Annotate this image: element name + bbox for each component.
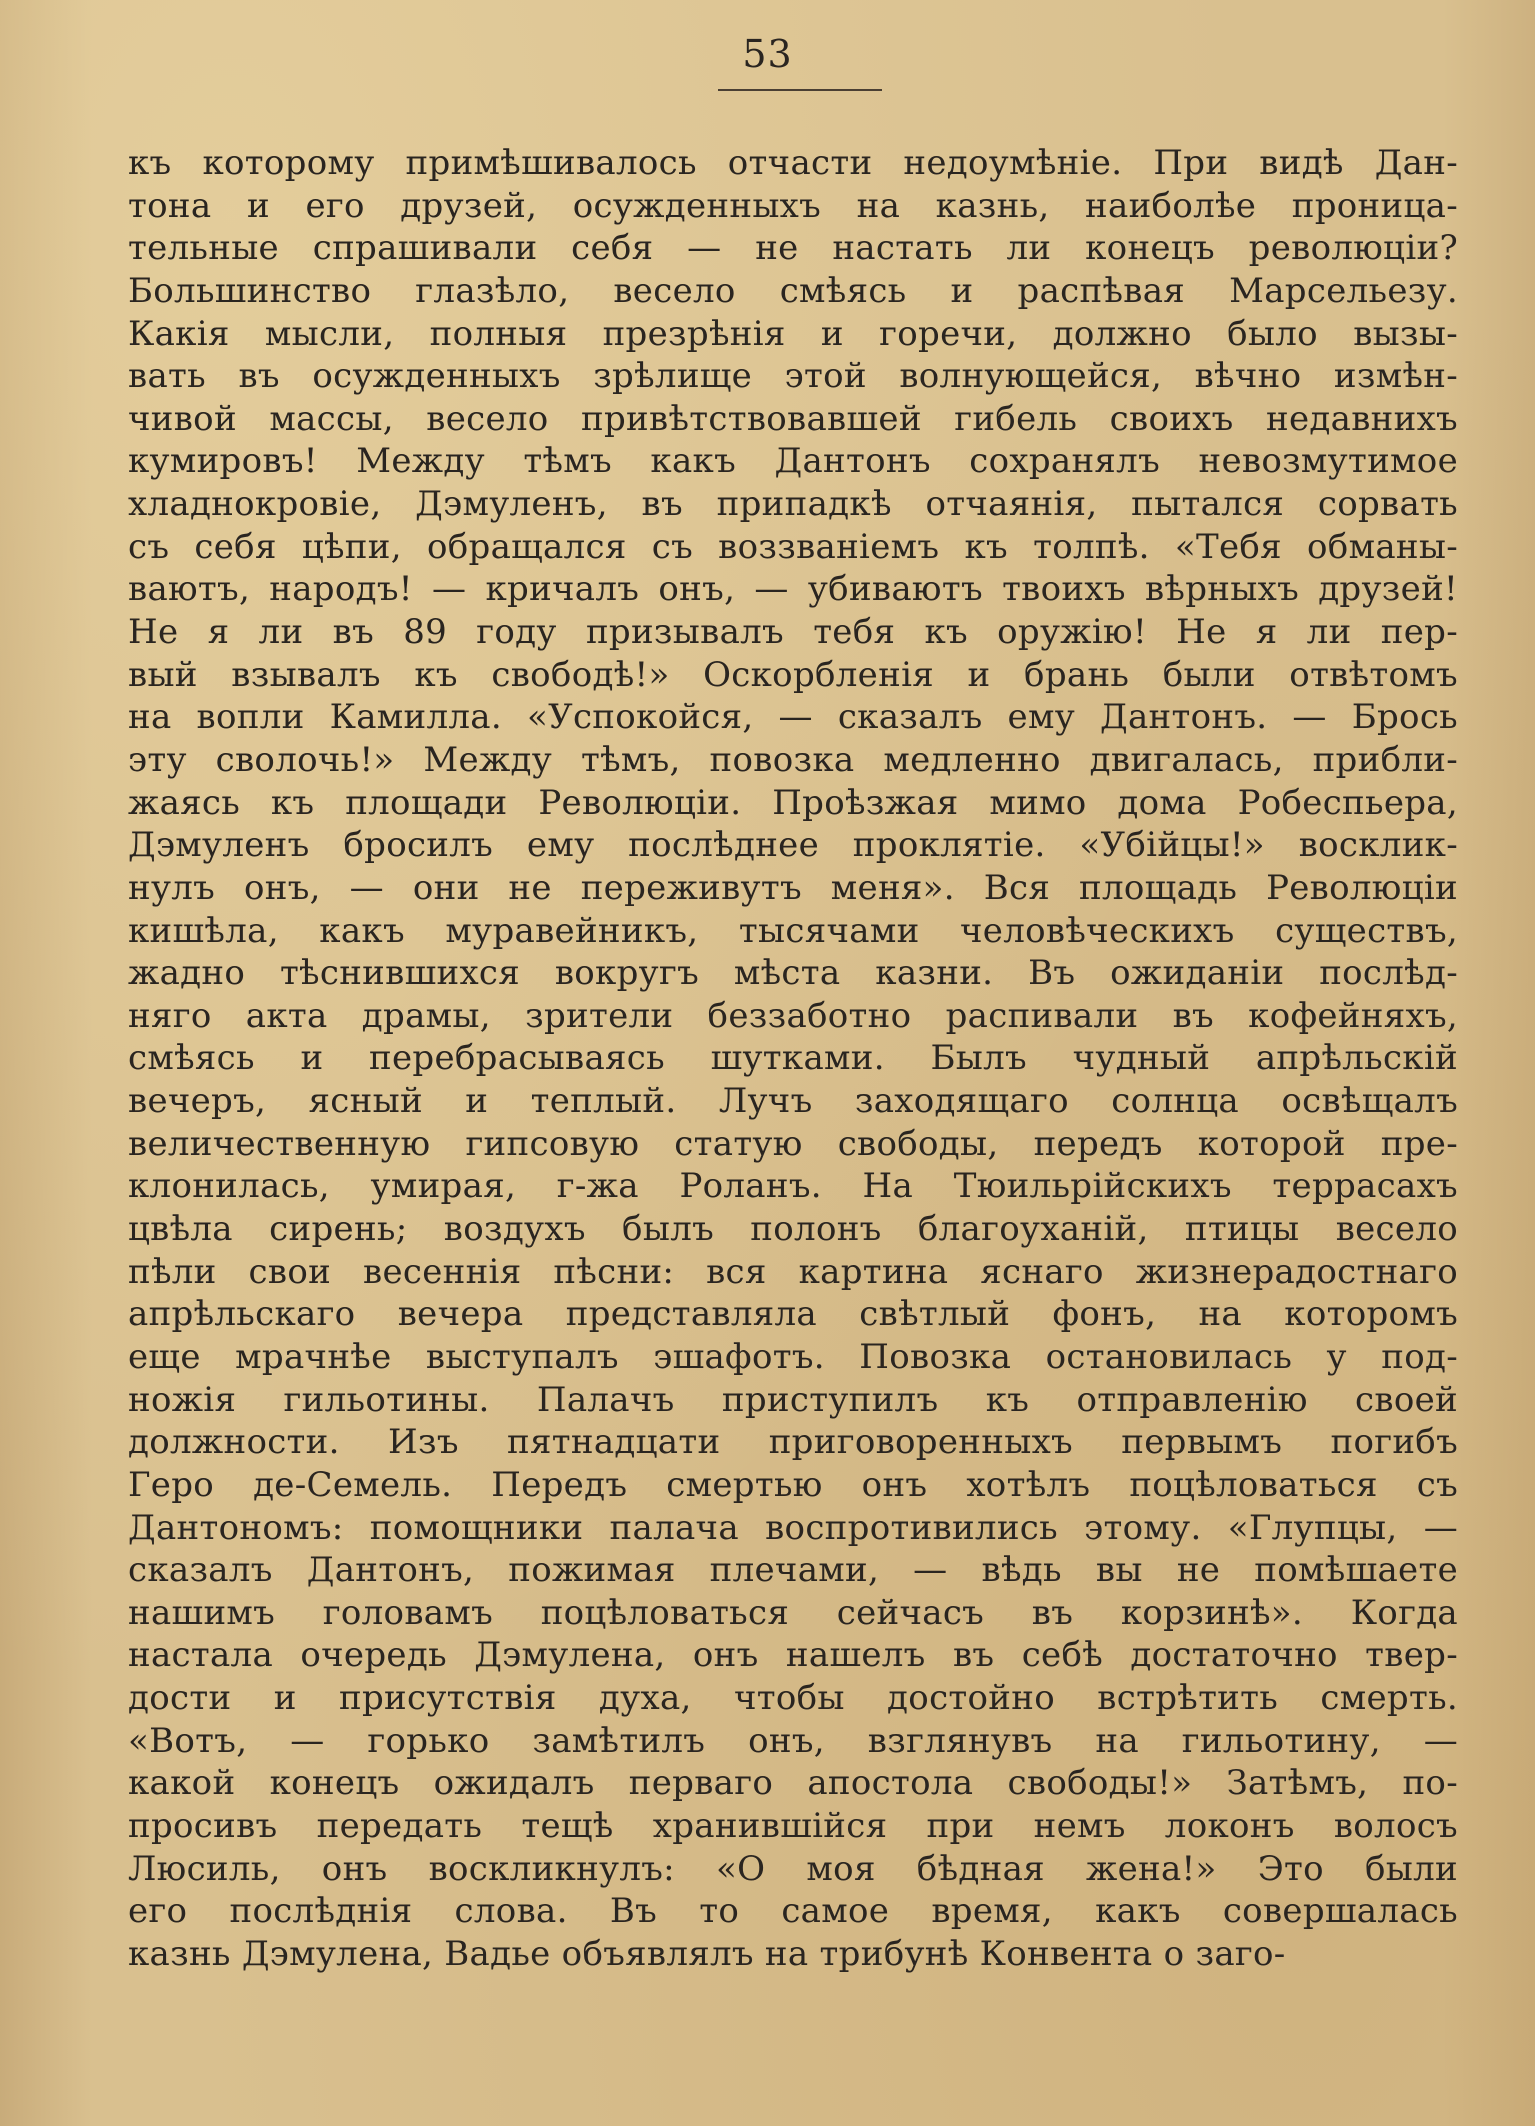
text-line: еще мрачнѣе выступалъ эшафотъ. Повозка остановилась у под- bbox=[128, 1336, 1458, 1377]
text-line: должности. Изъ пятнадцати приговоренныхъ первымъ погибъ bbox=[128, 1422, 1458, 1463]
text-line: тона и его друзей, осужденныхъ на казнь, наиболѣе проница- bbox=[128, 185, 1458, 226]
text-line: казнь Дэмулена, Вадье объявлялъ на трибунѣ Конвента о заго- bbox=[128, 1933, 1286, 1974]
text-line: Большинство глазѣло, весело смѣясь и распѣвая Марсельезу. bbox=[128, 270, 1458, 311]
text-line: кишѣла, какъ муравейникъ, тысячами человѣческихъ существъ, bbox=[128, 910, 1458, 951]
text-line: дости и присутствія духа, чтобы достойно встрѣтить смерть. bbox=[128, 1678, 1458, 1719]
text-line: нулъ онъ, — они не переживутъ меня». Вся площадь Революціи bbox=[128, 867, 1458, 908]
text-line: жадно тѣснившихся вокругъ мѣста казни. Въ ожиданіи послѣд- bbox=[128, 953, 1458, 994]
text-line: его послѣднія слова. Въ то самое время, какъ совершалась bbox=[128, 1891, 1458, 1932]
text-line: къ которому примѣшивалось отчасти недоумѣніе. При видѣ Дан- bbox=[128, 143, 1458, 183]
page-number-rule bbox=[718, 89, 882, 91]
text-line: Дантономъ: помощники палача воспротивились этому. «Глупцы, — bbox=[128, 1507, 1458, 1548]
text-line: чивой массы, весело привѣтствовавшей гибель своихъ недавнихъ bbox=[128, 398, 1458, 439]
text-line: кумировъ! Между тѣмъ какъ Дантонъ сохранялъ невозмутимое bbox=[128, 441, 1458, 482]
text-line: пѣли свои весеннія пѣсни: вся картина яснаго жизнерадостнаго bbox=[128, 1251, 1458, 1292]
text-line: апрѣльскаго вечера представляла свѣтлый фонъ, на которомъ bbox=[128, 1294, 1458, 1335]
text-line: хладнокровіе, Дэмуленъ, въ припадкѣ отчаянія, пытался сорвать bbox=[128, 484, 1458, 525]
text-line: вый взывалъ къ свободѣ!» Оскорбленія и брань были отвѣтомъ bbox=[128, 654, 1458, 695]
text-line: «Вотъ, — горько замѣтилъ онъ, взглянувъ на гильотину, — bbox=[128, 1720, 1458, 1761]
text-line: эту сволочь!» Между тѣмъ, повозка медленно двигалась, прибли- bbox=[128, 739, 1458, 780]
text-line: величественную гипсовую статую свободы, передъ которой пре- bbox=[128, 1123, 1458, 1164]
text-line: цвѣла сирень; воздухъ былъ полонъ благоуханій, птицы весело bbox=[128, 1209, 1458, 1250]
text-line: няго акта драмы, зрители беззаботно распивали въ кофейняхъ, bbox=[128, 995, 1458, 1036]
text-line: жаясь къ площади Революціи. Проѣзжая мимо дома Робеспьера, bbox=[128, 782, 1458, 823]
page-number: 53 bbox=[742, 32, 793, 76]
text-line: Люсиль, онъ воскликнулъ: «О моя бѣдная жена!» Это были bbox=[128, 1848, 1458, 1889]
text-line: ваютъ, народъ! — кричалъ онъ, — убиваютъ твоихъ вѣрныхъ друзей! bbox=[128, 569, 1458, 610]
text-line: съ себя цѣпи, обращался съ воззваніемъ къ толпѣ. «Тебя обманы- bbox=[128, 526, 1458, 567]
text-line: вать въ осужденныхъ зрѣлище этой волнующейся, вѣчно измѣн- bbox=[128, 356, 1458, 397]
text-line: вечеръ, ясный и теплый. Лучъ заходящаго солнца освѣщалъ bbox=[128, 1081, 1458, 1122]
text-line: какой конецъ ожидалъ перваго апостола свободы!» Затѣмъ, по- bbox=[128, 1763, 1458, 1804]
text-line: просивъ передать тещѣ хранившійся при немъ локонъ волосъ bbox=[128, 1805, 1458, 1846]
text-line: сказалъ Дантонъ, пожимая плечами, — вѣдь вы не помѣшаете bbox=[128, 1550, 1458, 1591]
text-line: смѣясь и перебрасываясь шутками. Былъ чудный апрѣльскій bbox=[128, 1038, 1458, 1079]
text-line: настала очередь Дэмулена, онъ нашелъ въ себѣ достаточно твер- bbox=[128, 1635, 1458, 1676]
text-line: Геро де-Семель. Передъ смертью онъ хотѣлъ поцѣловаться съ bbox=[128, 1464, 1458, 1505]
text-line: клонилась, умирая, г-жа Роланъ. На Тюильрійскихъ террасахъ bbox=[128, 1166, 1458, 1207]
text-line: ножія гильотины. Палачъ приступилъ къ отправленію своей bbox=[128, 1379, 1458, 1420]
text-line: Какія мысли, полныя презрѣнія и горечи, должно было вызы- bbox=[128, 313, 1458, 354]
body-text bbox=[128, 142, 1458, 1976]
text-line: на вопли Камилла. «Успокойся, — сказалъ ему Дантонъ. — Брось bbox=[128, 697, 1458, 738]
text-line: нашимъ головамъ поцѣловаться сейчасъ въ корзинѣ». Когда bbox=[128, 1592, 1458, 1633]
text-line: тельные спрашивали себя — не настать ли конецъ революціи? bbox=[128, 228, 1458, 269]
text-line: Дэмуленъ бросилъ ему послѣднее проклятіе. «Убійцы!» восклик- bbox=[128, 825, 1458, 866]
text-line: Не я ли въ 89 году призывалъ тебя къ оружію! Не я ли пер- bbox=[128, 612, 1458, 653]
